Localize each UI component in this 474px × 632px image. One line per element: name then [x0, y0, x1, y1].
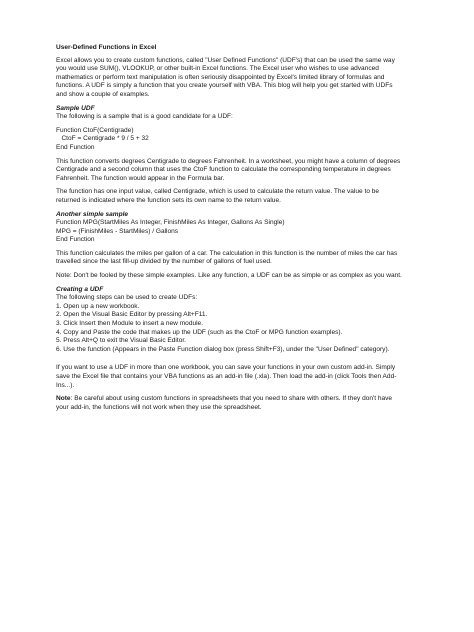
- text-line: Note: Don't be fooled by these simple examples. Like any function, a UDF can be as simple or as complex as you want.: [56, 272, 402, 280]
- text-line: and show a couple of examples.: [56, 90, 150, 98]
- list-item: 6. Use the function (Appears in the Paste Function dialog box (press Shift+F3), under the "User Defined" category).: [56, 345, 390, 353]
- document-title: User-Defined Functions in Excel: [56, 44, 157, 51]
- input-paragraph: [56, 188, 434, 205]
- steps-intro-line: The following steps can be used to create UDFs:: [56, 294, 198, 302]
- text-line: Fahrenheit. The function would appear in the Formula bar.: [56, 174, 225, 182]
- text-line: Centigrade and a second column that uses the CtoF function to calculate the corresponding temperature in degrees: [56, 166, 391, 174]
- text-line: Excel allows you to create custom functions, called "User Defined Functions" (UDF's) that can be used the same way: [56, 56, 395, 64]
- text-line: This function calculates the miles per gallon of a car. The calculation in this function is the number of miles the car has: [56, 249, 398, 257]
- note-share-warning: [56, 395, 434, 412]
- code-line: End Function: [56, 236, 95, 244]
- code-line: End Function: [56, 143, 95, 151]
- another-sample-heading: Another simple sample: [56, 210, 129, 218]
- text-line: mathematics or perform text manipulation is often seriously disappointed by Excel's limited library of formulas and: [56, 73, 385, 81]
- note-simple-examples: [56, 272, 434, 281]
- list-item: 3. Click Insert then Module to insert a new module.: [56, 320, 204, 328]
- converts-paragraph: [56, 158, 434, 184]
- creating-udf-heading: Creating a UDF: [56, 285, 104, 293]
- sample-udf-heading: Sample UDF: [56, 104, 95, 112]
- text-line: [56, 395, 434, 404]
- code-block-mpg: [56, 219, 434, 245]
- intro-paragraph: [56, 57, 434, 100]
- list-item: 5. Press Alt+Q to exit the Visual Basic Editor.: [56, 337, 186, 345]
- text-line: This function converts degrees Centigrade to degrees Fahrenheit. In a worksheet, you might have a column of degrees: [56, 157, 401, 165]
- list-item: 2. Open the Visual Basic Editor by pressing Alt+F11.: [56, 311, 208, 319]
- text-line: The function has one input value, called Centigrade, which is used to calculate the return value. The value to be: [56, 188, 380, 196]
- addin-paragraph: [56, 364, 434, 390]
- text-line: you would use SUM(), VLOOKUP, or other built-in Excel functions. The Excel user who wishes to use advanced: [56, 65, 379, 73]
- text-line: save the Excel file that contains your VBA functions as an add-in file (.xla). Then load the add-in (click Tools then Add-: [56, 373, 397, 380]
- note-label: Note: [56, 395, 71, 403]
- mpg-paragraph: [56, 250, 434, 267]
- list-item: 1. Open up a new workbook.: [56, 302, 140, 310]
- list-item: 4. Copy and Paste the code that makes up the UDF (such as the CtoF or MPG function examples).: [56, 328, 343, 336]
- note-text: : Be careful about using custom functions in spreadsheets that you need to share with others. If they don't have: [70, 395, 393, 403]
- code-line: MPG = (FinishMiles - StartMiles) / Gallons: [56, 227, 179, 235]
- steps-list: [56, 294, 434, 354]
- text-line: Ins...).: [56, 381, 75, 389]
- sample-intro-line: The following is a sample that is a good candidate for a UDF:: [56, 113, 233, 121]
- text-line: returned is indicated where the function sets its own name to the return value.: [56, 196, 281, 204]
- code-block-ctof: [56, 127, 434, 153]
- code-line: Function MPG(StartMiles As Integer, FinishMiles As Integer, Gallons As Single): [56, 219, 285, 227]
- text-line: functions. A UDF is simply a function that you create yourself with VBA. This blog will help you get started with UDFs: [56, 82, 393, 90]
- text-line: your add-in, the functions will not work when they use the spreadsheet.: [56, 403, 262, 411]
- code-line: Function CtoF(Centigrade): [56, 126, 134, 134]
- code-line: CtoF = Centigrade * 9 / 5 + 32: [56, 135, 149, 143]
- sample-udf-section: [56, 113, 434, 152]
- text-line: travelled since the last fill-up divided by the number of gallons of fuel used.: [56, 258, 272, 266]
- text-line: If you want to use a UDF in more than one workbook, you can save your functions in your own custom add-in. Simply: [56, 364, 396, 372]
